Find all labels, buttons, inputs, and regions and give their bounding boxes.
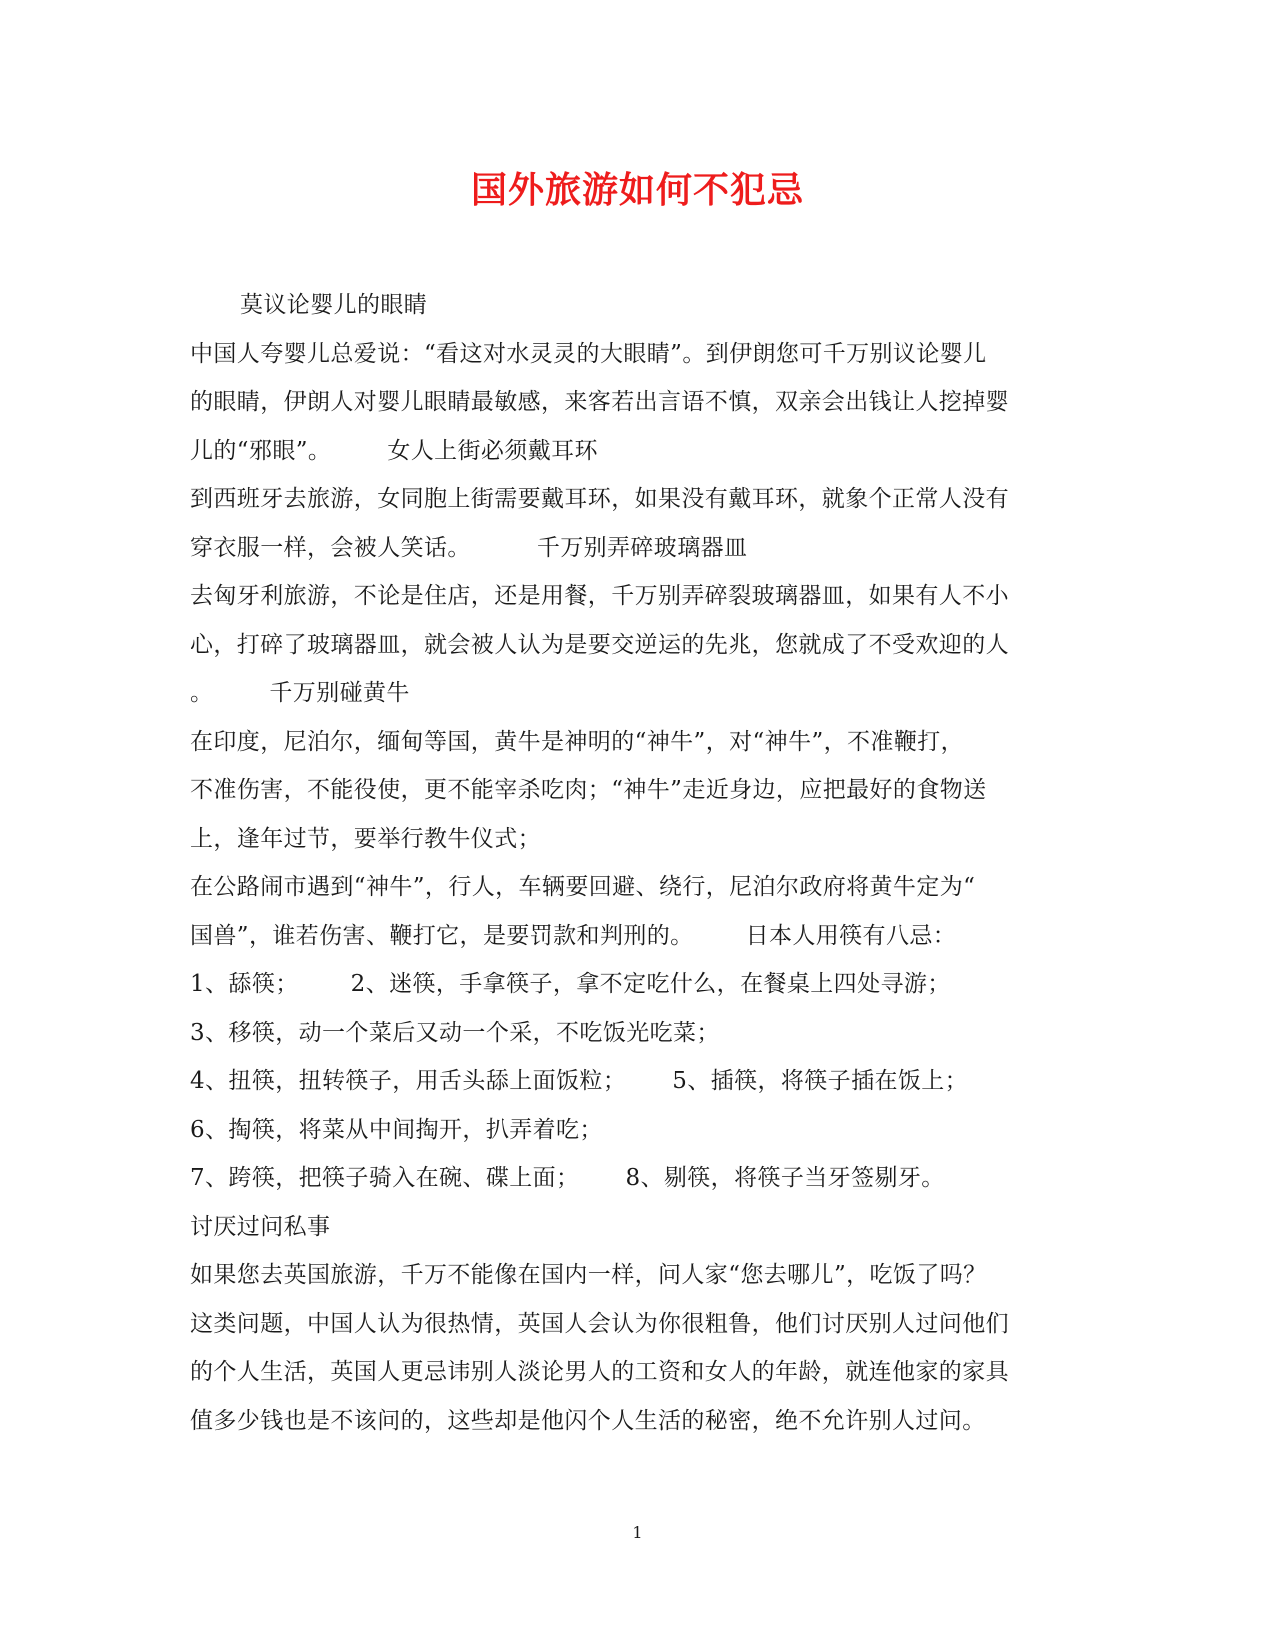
list-item: 7、跨筷，把筷子骑入在碗、碟上面；: [190, 1165, 580, 1191]
text-line: [190, 1251, 1070, 1300]
text-line: [190, 1348, 1070, 1397]
paragraph-text: 在公路闹市遇到“神牛”，行人，车辆要回避、绕行，尼泊尔政府将黄牛定为“: [190, 874, 976, 900]
text-line: [190, 1397, 1070, 1446]
document-title: 国外旅游如何不犯忌: [470, 169, 804, 211]
paragraph-text: 去匈牙利旅游，不论是住店，还是用餐，千万别弄碎裂玻璃器皿，如果有人不小: [190, 583, 1009, 609]
paragraph-text: 在印度，尼泊尔，缅甸等国，黄牛是神明的“神牛”，对“神牛”，不准鞭打，: [190, 728, 965, 755]
text-line: [190, 1106, 1070, 1155]
text-line: [190, 863, 1070, 912]
text-line: [190, 427, 1070, 476]
text-line: [190, 281, 1070, 330]
text-line: [190, 1300, 1070, 1349]
page-number: 1: [632, 1523, 643, 1542]
text-line: [190, 475, 1070, 524]
section-heading: 千万别弄碎玻璃器皿: [536, 534, 748, 561]
paragraph-text: 穿衣服一样，会被人笑话。: [190, 534, 471, 561]
section-heading: 讨厌过问私事: [190, 1213, 331, 1240]
list-item: 6、掏筷，将菜从中间掏开，扒弄着吃；: [190, 1116, 603, 1143]
paragraph-text: 不准伤害，不能役使，更不能宰杀吃肉；“神牛”走近身边，应把最好的食物送: [190, 777, 987, 803]
list-item: 2、迷筷，手拿筷子，拿不定吃什么，在餐桌上四处寻游；: [350, 971, 951, 997]
paragraph-text: 的个人生活，英国人更忌讳别人淡论男人的工资和女人的年龄，就连他家的家具: [190, 1359, 1009, 1385]
text-line: [190, 1057, 1070, 1106]
section-heading: 女人上街必须戴耳环: [387, 437, 598, 464]
list-item: 1、舔筷；: [190, 971, 299, 997]
paragraph-text: 到西班牙去旅游，女同胞上街需要戴耳环，如果没有戴耳环，就象个正常人没有: [190, 486, 1009, 512]
text-line: [190, 524, 1070, 573]
text-line: [190, 815, 1070, 864]
paragraph-text: 中国人夸婴儿总爱说：“看这对水灵灵的大眼睛”。到伊朗您可千万别议论婴儿: [190, 340, 987, 367]
document-body: [190, 281, 1070, 1445]
section-heading: 日本人用筷有八忌：: [745, 922, 957, 949]
paragraph-text: 如果您去英国旅游，千万不能像在国内一样，问人家“您去哪儿”，吃饭了吗？: [190, 1262, 987, 1288]
text-line: [190, 912, 1070, 961]
list-item: 8、剔筷，将筷子当牙签剔牙。: [625, 1165, 945, 1191]
text-line: [190, 572, 1070, 621]
list-item: 4、扭筷，扭转筷子，用舌头舔上面饭粒；: [190, 1068, 627, 1094]
text-line: [190, 1203, 1070, 1252]
text-line: [190, 669, 1070, 718]
text-line: [190, 1154, 1070, 1203]
section-heading: 千万别碰黄牛: [269, 680, 410, 706]
paragraph-text: 心，打碎了玻璃器皿，就会被人认为是要交逆运的先兆，您就成了不受欢迎的人: [190, 631, 1009, 658]
section-heading: 莫议论婴儿的眼睛: [240, 292, 428, 318]
list-item: 3、移筷，动一个菜后又动一个采，不吃饭光吃菜；: [190, 1019, 720, 1046]
paragraph-text: 国兽”，谁若伤害、鞭打它，是要罚款和判刑的。: [190, 922, 694, 949]
text-line: [190, 621, 1070, 670]
text-line: [190, 766, 1070, 815]
text-line: [190, 330, 1070, 379]
paragraph-text: 这类问题，中国人认为很热情，英国人会认为你很粗鲁，他们讨厌别人过问他们: [190, 1310, 1009, 1337]
list-item: 5、插筷，将筷子插在饭上；: [672, 1068, 969, 1094]
paragraph-text: 值多少钱也是不该问的，这些却是他闪个人生活的秘密，绝不允许别人过问。: [190, 1407, 986, 1434]
paragraph-text: 。: [190, 680, 214, 706]
paragraph-text: 儿的“邪眼”。: [190, 437, 332, 464]
paragraph-text: 的眼睛，伊朗人对婴儿眼睛最敏感，来客若出言语不慎，双亲会出钱让人挖掉婴: [190, 389, 1009, 415]
text-line: [190, 718, 1070, 767]
paragraph-text: 上，逢年过节，要举行教牛仪式；: [190, 825, 541, 852]
text-line: [190, 960, 1070, 1009]
text-line: [190, 1009, 1070, 1058]
text-line: [190, 378, 1070, 427]
